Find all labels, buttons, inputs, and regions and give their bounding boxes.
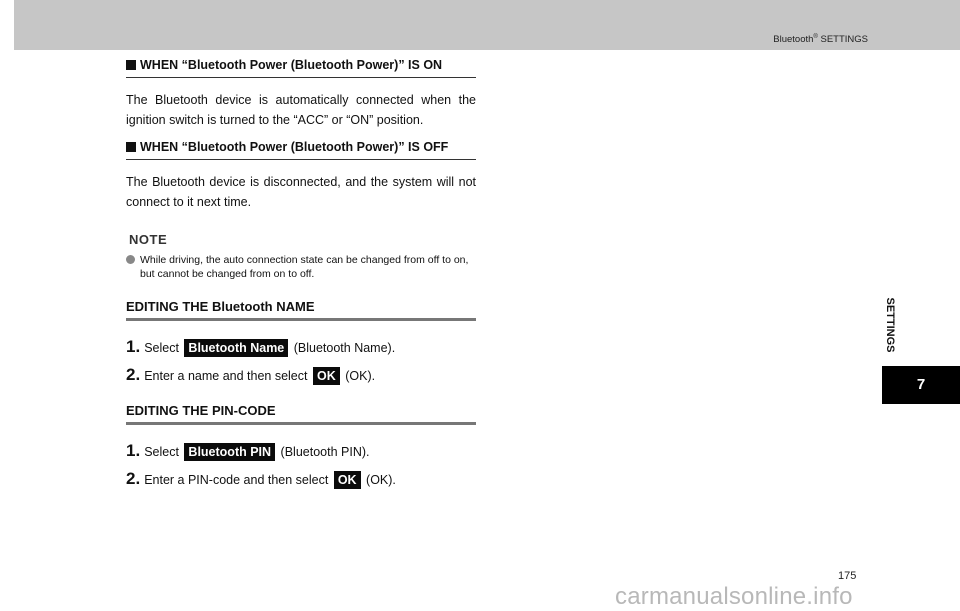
step-number: 2. — [126, 365, 141, 384]
step-text: Select — [144, 445, 179, 459]
paragraph-power-on: The Bluetooth device is automatically connected when the ignition switch is turned to the “ACC” or “ON” position. — [126, 93, 476, 127]
heading-power-on-text: WHEN “Bluetooth Power (Bluetooth Power)” IS ON — [140, 58, 443, 72]
section-title-edit-pin: EDITING THE PIN-CODE — [126, 403, 476, 425]
step-text: (OK). — [366, 473, 396, 487]
ok-button: OK — [334, 471, 361, 489]
bluetooth-name-button: Bluetooth Name — [184, 339, 288, 357]
step-2-name — [126, 365, 476, 385]
step-text: Select — [144, 341, 179, 355]
heading-power-on — [126, 58, 476, 78]
step-text: (Bluetooth PIN). — [280, 445, 370, 459]
note-title: NOTE — [129, 232, 168, 247]
heading-power-off-text: WHEN “Bluetooth Power (Bluetooth Power)” IS OFF — [140, 140, 449, 154]
step-text: Enter a PIN-code and then select — [144, 473, 329, 487]
main-column — [126, 58, 476, 489]
square-bullet-icon — [126, 142, 136, 152]
step-1-pin — [126, 441, 476, 461]
step-number: 1. — [126, 441, 141, 460]
running-header-suffix: SETTINGS — [817, 34, 868, 46]
running-header — [773, 34, 868, 45]
note-item-text: While driving, the auto connection state can be changed from off to on, but cannot be changed from on to off. — [140, 254, 469, 280]
chapter-tab: 7 — [882, 366, 960, 404]
bullet-dot-icon — [126, 255, 135, 264]
watermark: carmanualsonline.info — [615, 583, 853, 610]
step-number: 2. — [126, 469, 141, 488]
step-1-name — [126, 337, 476, 357]
bluetooth-pin-button: Bluetooth PIN — [184, 443, 275, 461]
step-number: 1. — [126, 337, 141, 356]
ok-button: OK — [313, 367, 340, 385]
section-title-edit-name: EDITING THE Bluetooth NAME — [126, 299, 476, 321]
side-section-label — [879, 290, 901, 360]
heading-power-off — [126, 140, 476, 160]
note-item — [126, 253, 476, 281]
registered-mark: ® — [813, 34, 818, 40]
step-text: (OK). — [345, 369, 376, 383]
page-number: 175 — [838, 570, 857, 582]
paragraph-power-off: The Bluetooth device is disconnected, and the system will not connect to it next time. — [126, 175, 476, 209]
step-2-pin — [126, 469, 476, 489]
square-bullet-icon — [126, 60, 136, 70]
step-text: (Bluetooth Name). — [293, 341, 396, 355]
running-header-prefix: Bluetooth — [773, 34, 814, 46]
step-text: Enter a name and then select — [144, 369, 308, 383]
side-section-label-text: SETTINGS — [884, 297, 896, 353]
